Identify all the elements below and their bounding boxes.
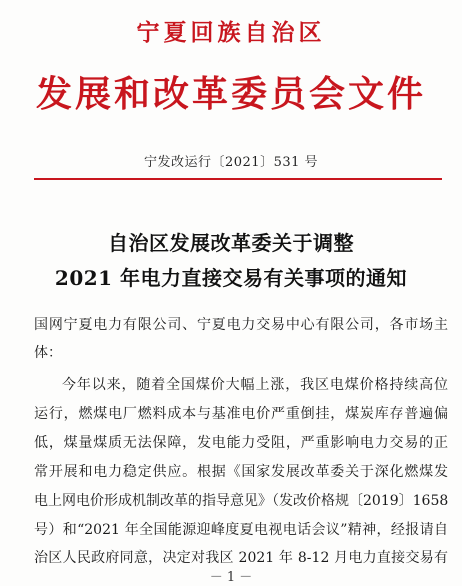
- addressee-line: 体：: [34, 345, 62, 361]
- red-separator-line: [34, 178, 442, 180]
- document-type-heading: 发展和改革委员会文件: [35, 73, 426, 115]
- body-text-line: 今年以来，随着全国煤价大幅上涨，我区电煤价格持续高位: [62, 377, 448, 393]
- addressee-line: 国网宁夏电力有限公司、宁夏电力交易中心有限公司，各市场主: [34, 317, 448, 333]
- body-text-line: 号）和“2021 年全国能源迎峰度夏电视电话会议”精神，经报请自: [34, 522, 448, 538]
- body-text-line: 常开展和电力稳定供应。根据《国家发展改革委关于深化燃煤发: [34, 464, 448, 480]
- page-number: － 1 －: [209, 570, 253, 585]
- notice-title-line-1: 自治区发展改革委关于调整: [108, 231, 354, 255]
- body-text-line: 运行，燃煤电厂燃料成本与基准电价严重倒挂，煤炭库存普遍偏: [34, 406, 448, 422]
- body-text-line: 电上网电价形成机制改革的指导意见》（发改价格规〔2019〕1658: [34, 493, 449, 509]
- document-number: 宁发改运行〔2021〕531 号: [143, 155, 319, 170]
- body-text-line: 低，煤量煤质无法保障，发电能力受阻，严重影响电力交易的正: [34, 435, 448, 451]
- issuing-authority: 宁夏回族自治区: [136, 19, 326, 46]
- body-text-line: 治区人民政府同意，决定对我区 2021 年 8-12 月电力直接交易有: [34, 550, 448, 566]
- notice-title-line-2: 2021 年电力直接交易有关事项的通知: [54, 266, 408, 290]
